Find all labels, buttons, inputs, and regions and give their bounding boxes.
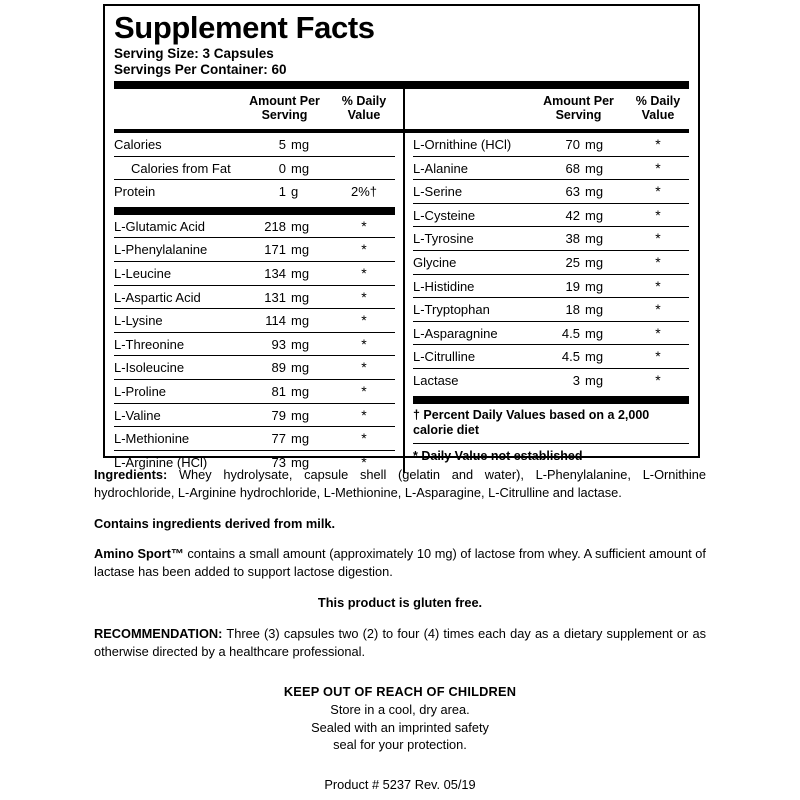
header-right-dv-line2: Value: [641, 108, 675, 122]
nutrient-amount: 38: [565, 231, 580, 247]
nutrient-amount: 218: [264, 218, 286, 234]
nutrient-name: L-Threonine: [114, 336, 185, 352]
nutrient-daily-value: 2%†: [350, 184, 378, 200]
nutrient-unit: mg: [585, 160, 604, 176]
header-left-dv-line1: % Daily: [341, 94, 387, 108]
nutrient-daily-value: *: [655, 324, 661, 341]
ingredients-text: Whey hydrolysate, capsule shell (gelatin and water), L-Phenylalanine, L-Ornithine hydrochloride, L-Arginine hydrochloride, L-Methionine, L-Asparagine, L-Citrulline and lactase.: [94, 467, 706, 500]
header-left-amount: [236, 94, 333, 125]
nutrient-unit: mg: [291, 431, 310, 447]
nutrient-daily-value: *: [361, 453, 367, 470]
keep-out-of-reach-heading: KEEP OUT OF REACH OF CHILDREN: [283, 684, 517, 699]
supplement-facts-panel: [103, 4, 700, 470]
aminosport-text: contains a small amount (approximately 10 mg) of lactose from whey. A sufficient amount of lactase has been added to support lactose digestion.: [94, 546, 706, 579]
nutrient-name: L-Tryptophan: [413, 302, 490, 318]
nutrient-name: L-Asparagnine: [413, 325, 498, 341]
nutrient-unit: mg: [291, 265, 310, 281]
supplement-facts-inner: [105, 6, 698, 470]
nutrient-amount: 171: [264, 242, 286, 258]
nutrient-daily-value: *: [361, 312, 367, 329]
nutrient-row: [114, 215, 395, 238]
nutrient-daily-value: *: [655, 348, 661, 365]
nutrient-row: [114, 133, 395, 156]
aminosport-brand-name: Amino Sport™: [94, 546, 184, 561]
nutrient-daily-value: *: [655, 136, 661, 152]
nutrient-name: L-Proline: [114, 383, 167, 399]
nutrient-unit: mg: [291, 218, 310, 234]
nutrient-name: L-Alanine: [413, 160, 468, 176]
nutrient-row: [413, 369, 689, 392]
servings-per-container-text: Servings Per Container: 60: [114, 61, 287, 77]
nutrient-daily-value: *: [655, 159, 661, 176]
nutrient-unit: mg: [291, 336, 310, 352]
nutrient-daily-value: *: [361, 430, 367, 447]
nutrient-name: L-Histidine: [413, 278, 475, 294]
nutrient-amount: 5: [278, 137, 286, 152]
nutrient-amount: 79: [271, 407, 286, 423]
nutrient-unit: mg: [585, 207, 604, 223]
nutrient-row: [413, 157, 689, 180]
nutrient-daily-value: *: [361, 288, 367, 305]
header-right-amount: [530, 94, 627, 125]
nutrient-name: Calories from Fat: [131, 160, 231, 176]
storage-line-2: Sealed with an imprinted safety: [311, 719, 489, 735]
nutrient-unit: mg: [291, 454, 310, 470]
header-right: [413, 89, 689, 129]
footnote-not-established: * Daily Value not established: [413, 448, 583, 463]
storage-line-3: seal for your protection.: [333, 737, 467, 752]
nutrient-row: [114, 404, 395, 427]
nutrient-row: [413, 275, 689, 298]
nutrient-amount: 25: [565, 254, 580, 270]
nutrient-amount: 77: [271, 431, 286, 447]
storage-line-1: Store in a cool, dry area.: [330, 702, 470, 717]
ingredients-label: Ingredients:: [94, 467, 168, 482]
product-code-text: Product # 5237 Rev. 05/19: [324, 777, 476, 792]
nutrient-unit: mg: [585, 302, 604, 318]
nutrient-name: L-Citrulline: [413, 349, 476, 365]
nutrient-unit: mg: [291, 289, 310, 305]
divider-thick-after-protein: [114, 207, 395, 215]
nutrient-amount: 68: [565, 160, 580, 176]
nutrient-name: L-Cysteine: [413, 207, 476, 223]
basics-rows: [114, 133, 395, 203]
nutrient-column-left: [114, 133, 403, 473]
header-right-spacer: [413, 94, 530, 125]
contains-milk-statement: Contains ingredients derived from milk.: [94, 516, 336, 531]
nutrient-name: L-Arginine (HCl): [114, 454, 208, 470]
nutrient-name: L-Valine: [114, 407, 161, 423]
nutrient-amount: 1: [278, 184, 286, 200]
nutrient-row: [114, 180, 395, 203]
ingredients-paragraph: [94, 466, 706, 501]
nutrient-row: [413, 251, 689, 274]
nutrient-row: [114, 286, 395, 309]
nutrient-name: L-Leucine: [114, 265, 172, 281]
nutrient-row: [413, 298, 689, 321]
nutrient-amount: 4.5: [561, 349, 580, 365]
nutrient-amount: 70: [565, 137, 580, 152]
nutrient-unit: g: [291, 184, 299, 200]
nutrient-daily-value: *: [361, 382, 367, 399]
nutrient-daily-value: *: [655, 206, 661, 223]
nutrient-unit: mg: [585, 278, 604, 294]
nutrient-unit: mg: [585, 231, 604, 247]
nutrient-amount: 114: [265, 313, 286, 329]
nutrient-row: [114, 309, 395, 332]
nutrient-daily-value: *: [655, 183, 661, 200]
nutrient-name: L-Serine: [413, 184, 463, 200]
nutrient-amount: 18: [565, 302, 580, 318]
nutrient-name: Protein: [114, 184, 156, 200]
nutrient-unit: mg: [585, 349, 604, 365]
nutrient-row: [114, 238, 395, 261]
nutrient-amount: 93: [271, 336, 286, 352]
recommendation-paragraph: [94, 625, 706, 660]
nutrient-name: Lactase: [413, 372, 459, 388]
nutrient-daily-value: *: [361, 217, 367, 234]
header-left-spacer: [114, 94, 236, 125]
nutrient-unit: mg: [585, 254, 604, 270]
nutrient-row: [114, 380, 395, 403]
header-left-group: [114, 89, 403, 129]
header-right-amount-line1: Amount Per: [543, 94, 614, 108]
divider-thick-before-footnotes: [413, 396, 689, 404]
recommendation-text: Three (3) capsules two (2) to four (4) times each day as a dietary supplement or as otherwise directed by a healthcare professional.: [94, 626, 706, 659]
nutrient-amount: 73: [271, 454, 286, 470]
left-amino-rows: [114, 215, 395, 474]
nutrient-amount: 131: [264, 289, 286, 305]
header-left-amount-line2: Serving: [261, 108, 308, 122]
nutrient-unit: mg: [585, 325, 604, 341]
footnote-daily-values: † Percent Daily Values based on a 2,000 calorie diet: [413, 407, 650, 438]
nutrient-row: [114, 356, 395, 379]
header-left-dv: [333, 94, 395, 125]
nutrient-amount: 42: [565, 207, 580, 223]
nutrient-amount: 134: [264, 265, 286, 281]
header-right-group: [405, 89, 689, 129]
nutrient-daily-value: *: [655, 253, 661, 270]
nutrient-row: [413, 227, 689, 250]
nutrient-unit: mg: [585, 184, 604, 200]
nutrient-name: L-Aspartic Acid: [114, 289, 201, 305]
nutrient-amount: 89: [271, 360, 286, 376]
header-left: [114, 89, 395, 129]
nutrient-name: Glycine: [413, 254, 457, 270]
nutrient-row: [114, 262, 395, 285]
nutrient-daily-value: *: [655, 301, 661, 318]
nutrient-unit: mg: [585, 137, 604, 152]
nutrient-columns: [114, 133, 689, 473]
nutrient-daily-value: *: [655, 371, 661, 388]
nutrient-amount: 3: [572, 372, 580, 388]
nutrient-row: [413, 322, 689, 345]
nutrient-unit: mg: [291, 137, 310, 152]
header-right-dv-line1: % Daily: [635, 94, 681, 108]
divider-thick-top: [114, 81, 689, 89]
nutrient-row: [413, 133, 689, 156]
nutrient-unit: mg: [291, 407, 310, 423]
nutrient-row: [114, 333, 395, 356]
header-right-dv: [627, 94, 689, 125]
nutrient-daily-value: *: [361, 264, 367, 281]
nutrient-name: L-Isoleucine: [114, 360, 185, 376]
nutrient-name: L-Methionine: [114, 431, 190, 447]
nutrient-row: [413, 204, 689, 227]
nutrient-column-right: [405, 133, 689, 473]
nutrient-amount: 81: [271, 383, 286, 399]
nutrient-row: [114, 157, 395, 180]
recommendation-label: RECOMMENDATION:: [94, 626, 223, 641]
nutrient-row: [413, 180, 689, 203]
nutrient-unit: mg: [291, 313, 310, 329]
header-left-dv-line2: Value: [347, 108, 381, 122]
nutrient-amount: 0: [278, 160, 286, 176]
nutrient-name: L-Tyrosine: [413, 231, 474, 247]
nutrient-row: [114, 427, 395, 450]
nutrient-amount: 19: [565, 278, 580, 294]
nutrient-daily-value: *: [655, 277, 661, 294]
nutrient-unit: mg: [291, 383, 310, 399]
nutrient-unit: mg: [291, 242, 310, 258]
nutrient-unit: mg: [291, 360, 310, 376]
right-amino-rows: [413, 133, 689, 392]
nutrient-daily-value: *: [655, 230, 661, 247]
header-right-amount-line2: Serving: [555, 108, 602, 122]
nutrient-row: [413, 345, 689, 368]
nutrient-name: L-Glutamic Acid: [114, 218, 206, 234]
gluten-free-statement: This product is gluten free.: [317, 595, 483, 610]
nutrient-daily-value: *: [361, 241, 367, 258]
nutrient-daily-value: *: [361, 335, 367, 352]
storage-instructions: [94, 701, 706, 754]
nutrient-unit: mg: [585, 372, 604, 388]
serving-size-text: Serving Size: 3 Capsules: [114, 46, 274, 61]
aminosport-paragraph: [94, 545, 706, 580]
nutrient-amount: 4.5: [561, 325, 580, 341]
nutrient-daily-value: *: [361, 359, 367, 376]
nutrient-name: L-Lysine: [114, 313, 163, 329]
nutrient-daily-value: *: [361, 406, 367, 423]
table-header-row: [114, 89, 689, 129]
nutrient-name: Calories: [114, 137, 162, 152]
nutrient-unit: mg: [291, 160, 310, 176]
header-left-amount-line1: Amount Per: [249, 94, 320, 108]
supplement-facts-title: Supplement Facts: [114, 10, 375, 45]
nutrient-name: L-Ornithine (HCl): [413, 137, 512, 152]
nutrient-amount: 63: [565, 184, 580, 200]
nutrient-name: L-Phenylalanine: [114, 242, 208, 258]
